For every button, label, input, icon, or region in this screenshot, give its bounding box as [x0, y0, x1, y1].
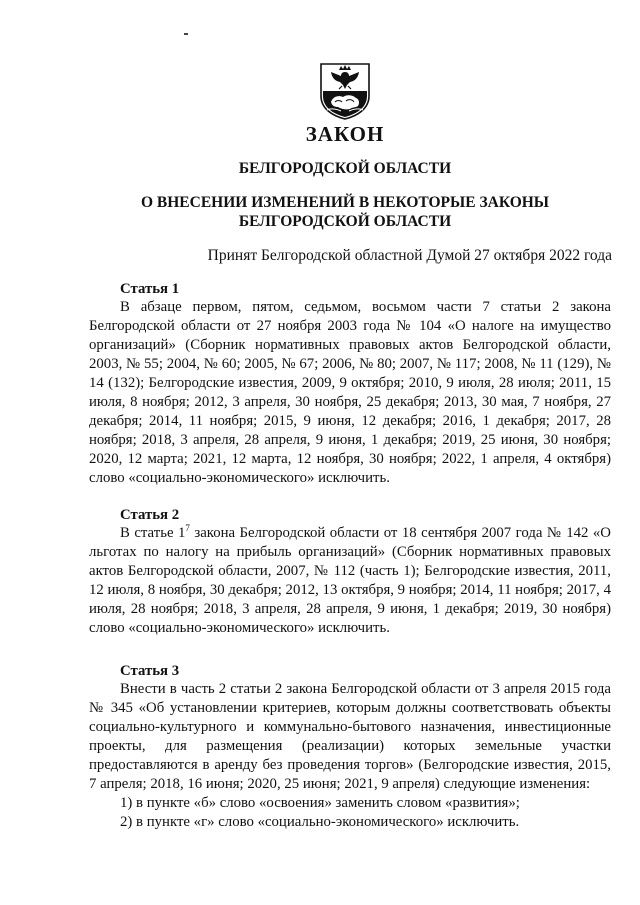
article-text-rest: закона Белгородской области от 18 сентября 2007 года № 142 «О льготах по налогу на прибыль организаций» (Сборник нормативных правовых актов Белгородской области, 2007, № 112 (часть 1); Белгородские известия, 2011, 12 июля, 8 ноября, 30 декабря; 2012, 13 октября, 9 ноября; 2014, 11 ноября; 2017, 4 июля, 28 ноября; 2018, 3 апреля, 28 апреля, 9 июня, 1 декабря; 2019, 30 ноября) слово «социально-экономического» исключить. — [89, 525, 611, 636]
article-heading: Статья 3 — [120, 663, 180, 679]
article-text: Внести в часть 2 статьи 2 закона Белгородской области от 3 апреля 2015 года № 345 «Об установлении критериев, которым должны соответствовать объекты социально-культурного и коммунально-бытового назначения, инвестиционные проекты, для размещения (реализации) которых земельные участки предоставляются в аренду без проведения торгов» (Белгородские известия, 2015, 7 апреля; 2018, 16 июня; 2020, 25 июня; 2021, 9 апреля) следующие изменения: — [89, 681, 611, 792]
scan-speck — [184, 33, 188, 35]
article-text — [89, 524, 611, 638]
article-heading: Статья 2 — [120, 507, 180, 523]
law-name — [0, 193, 640, 231]
law-name-line-1: О ВНЕСЕНИИ ИЗМЕНЕНИЙ В НЕКОТОРЫЕ ЗАКОНЫ — [140, 194, 550, 211]
region-subtitle: БЕЛГОРОДСКОЙ ОБЛАСТИ — [238, 160, 452, 177]
belgorod-coat-of-arms-icon — [319, 62, 371, 120]
document-title: ЗАКОН — [305, 122, 385, 146]
adoption-statement: Принят Белгородской областной Думой 27 октября 2022 года — [207, 247, 612, 264]
amendment-item: 1) в пункте «б» слово «освоения» заменить словом «развития»; — [120, 795, 520, 811]
article-heading: Статья 1 — [120, 281, 180, 297]
article-2 — [89, 506, 611, 638]
article-number-superscript: 7 — [185, 523, 190, 534]
law-name-line-2: БЕЛГОРОДСКОЙ ОБЛАСТИ — [238, 213, 452, 230]
article-text-start: В статье 1 — [120, 525, 186, 541]
article-1 — [89, 280, 611, 488]
article-3 — [89, 662, 611, 832]
article-text: В абзаце первом, пятом, седьмом, восьмом части 7 статьи 2 закона Белгородской области от 27 ноября 2003 года № 104 «О налоге на имущество организаций» (Сборник нормативных правовых актов Белгородской области, 2003, № 55; 2004, № 60; 2005, № 67; 2006, № 80; 2007, № 117; 2008, № 11 (129), № 14 (132); Белгородские известия, 2009, 9 октября; 2010, 9 июля, 28 июля; 2011, 15 июля, 8 ноября; 2012, 3 апреля, 30 ноября, 25 декабря; 2013, 30 мая, 7 ноября, 27 декабря; 2014, 11 ноября; 2015, 9 июня, 12 декабря; 2016, 1 декабря; 2017, 28 ноября; 2018, 3 апреля, 28 апреля, 9 июня, 1 декабря; 2019, 25 июня, 30 ноября; 2020, 12 марта; 2021, 12 марта, 12 ноября, 30 ноября; 2022, 1 апреля, 4 октября) слово «социально-экономического» исключить. — [89, 299, 611, 486]
amendment-item: 2) в пункте «г» слово «социально-экономического» исключить. — [120, 814, 520, 830]
